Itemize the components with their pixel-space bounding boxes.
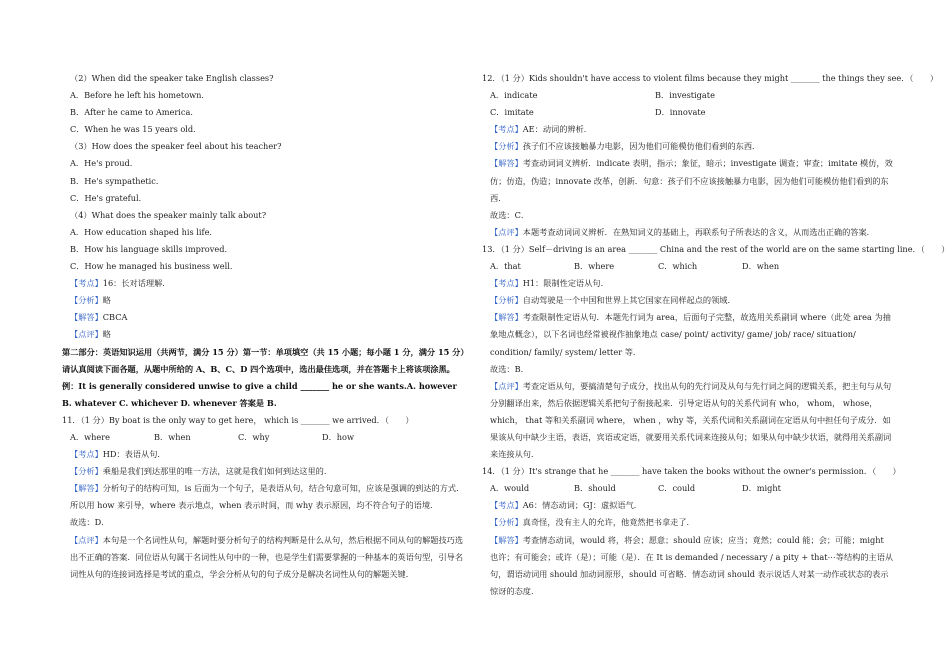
q14-option-d: D．might [742, 483, 781, 494]
q3-option-b: B．He's sympathetic． [70, 175, 165, 186]
analysis-tag: 【分析】 [490, 517, 523, 528]
left-column [62, 70, 467, 583]
q14-analysis [482, 514, 894, 531]
q12-option-b: B．investigate [655, 90, 715, 101]
q12-conclusion: 故选：C． [490, 209, 530, 220]
q11-option-b: B．when [154, 431, 191, 442]
question-11: 11．（1 分）By boat is the only way to get here， which is _______ we arrived．（ ） [62, 414, 414, 425]
knowledge-point-text: HD：表语从句． [102, 449, 166, 460]
q12-answer [482, 155, 894, 206]
q11-knowledge-point [62, 446, 467, 463]
q12-knowledge-point [482, 121, 894, 138]
analysis-text: 乘船是我们到达那里的唯一方法，这就是我们如何到达这里的． [102, 466, 333, 477]
q12-options-row2 [482, 104, 894, 121]
q11-options [62, 429, 467, 446]
q13-option-c: C．which [658, 261, 698, 272]
comment-text: 本句是一个名词性从句，解题时要分析句子的结构判断是什么从句，然后根据不同从句的解题技巧选出不正确的答案．同位语从句属于名词性从句中的一种，也是学生们需要掌握的一种基本的英语句型，引导名词性从句的连接词选择是考试的重点，学会分析从句的句子成分是解决名词性从句的解题关键． [70, 534, 464, 579]
answer-tag: 【解答】 [70, 312, 103, 323]
comment-text: 本题考查动词词义辨析．在熟知词义的基础上，再联系句子所表达的含义，从而选出正确的答案． [522, 226, 875, 237]
q14-options [482, 480, 894, 497]
q12-comment [482, 224, 894, 241]
q14-option-c: C．could [658, 483, 696, 494]
part2-instructions: 第二部分：英语知识运用（共两节，满分 15 分）第一节：单项填空（共 15 小题；每小题 1 分，满分 15 分）请认真阅读下面各题，从题中所给的 A、B、C、D 四个选项中，选出最佳选项，并在答题卡上将该项涂黑。例：It is generally considered unwise to give a child _______ he or she wants.A. however B. whatever C. whichever D. whenever 答案是 B. [62, 346, 465, 408]
question-2: （2）When did the speaker take English classes? [70, 73, 274, 83]
comment-tag: 【点评】 [490, 380, 523, 391]
q12-option-a: A．indicate [490, 90, 538, 101]
knowledge-point-tag: 【考点】 [490, 124, 523, 135]
q13-conclusion: 故选：B． [490, 363, 529, 374]
q2-option-b: B．After he came to America． [70, 107, 199, 118]
analysis-tag: 【分析】 [490, 295, 523, 306]
knowledge-point-tag: 【考点】 [490, 278, 523, 289]
q13-answer [482, 309, 894, 360]
analysis-text: 自动驾驶是一个中国和世界上其它国家在同样起点的领域． [522, 295, 736, 306]
q3-option-a: A．He's proud． [70, 158, 138, 169]
knowledge-point-text: H1：限制性定语从句． [522, 278, 609, 289]
q4-option-c: C．How he managed his business well． [70, 261, 239, 272]
q13-option-d: D．when [742, 261, 780, 272]
q11-option-a: A．where [70, 431, 110, 442]
q13-comment [482, 378, 894, 463]
question-3: （3）How does the speaker feel about his teacher? [70, 141, 282, 152]
q3-option-c: C．He's grateful． [70, 192, 147, 203]
q11-option-d: D．how [322, 431, 354, 442]
q14-knowledge-point [482, 497, 894, 514]
q13-options [482, 258, 894, 275]
q11-analysis [62, 463, 467, 480]
knowledge-point-tag: 【考点】 [70, 278, 103, 289]
analysis-text: 孩子们不应该接触暴力电影，因为他们可能模仿他们看到的东西． [522, 141, 761, 152]
analysis-tag: 【分析】 [70, 466, 103, 477]
comment-text: 略 [102, 329, 111, 340]
q1-comment [62, 326, 467, 343]
q13-knowledge-point [482, 275, 894, 292]
q13-option-b: B．where [574, 261, 615, 272]
comment-tag: 【点评】 [490, 226, 523, 237]
question-12: 12．（1 分）Kids shouldn't have access to violent films because they might _______ the things they see．（ ） [482, 73, 939, 83]
q14-option-b: B．should [574, 483, 616, 494]
question-4: （4）What does the speaker mainly talk about? [70, 209, 267, 220]
question-13: 13．（1 分）Self－driving is an area _______ China and the rest of the world are on the same starting line．（ ） [482, 243, 950, 254]
knowledge-point-text: AE：动词的辨析． [522, 124, 592, 135]
q11-conclusion: 故选：D． [70, 517, 110, 528]
q4-option-b: B．How his language skills improved． [70, 243, 233, 254]
q12-options-row1 [482, 87, 894, 104]
comment-tag: 【点评】 [70, 329, 103, 340]
q11-option-c: C．why [238, 431, 270, 442]
answer-text: CBCA [102, 312, 128, 323]
analysis-text: 真奇怪，没有主人的允许，他竟然把书拿走了． [522, 517, 695, 528]
q2-option-a: A．Before he left his hometown． [70, 90, 210, 101]
answer-text: 考查情态动词，would 将，将会；愿意；should 应该；应当；竟然；could 能；会；可能；might 也许；有可能会；或许（是）；可能（是）．在 It is demanded / necessary / a pity + that⋯等结构的主语从句，谓语动词用 should 加动词原形，should 可省略．情态动词 should 表示说话人对某一动作或状态的表示惊讶的态度． [490, 534, 894, 596]
q13-option-a: A．that [490, 261, 521, 272]
q14-option-a: A．would [490, 483, 530, 494]
q4-option-a: A．How education shaped his life． [70, 226, 218, 237]
analysis-tag: 【分析】 [70, 295, 103, 306]
q13-analysis [482, 292, 894, 309]
q11-answer [62, 480, 467, 514]
answer-tag: 【解答】 [490, 534, 523, 545]
question-14: 14．（1 分）It's strange that he _______ have taken the books without the owner's permission．（ ） [482, 466, 901, 477]
q1-analysis [62, 292, 467, 309]
answer-text: 考查限制性定语从句．本题先行词为 area，后面句子完整，故选用关系副词 where（此处 area 为抽象地点概念），以下名词也经常被视作抽象地点 case/ point/ activity/ game/ job/ race/ situation/ condition/ family/ system/ letter 等． [490, 312, 891, 357]
answer-text: 分析句子的结构可知，is 后面为一个句子，是表语从句，结合句意可知，应该是强调的到达的方式．所以用 how 来引导，where 表示地点，when 表示时间，而 why 表示原因，均不符合句子的语境． [70, 483, 465, 511]
knowledge-point-tag: 【考点】 [490, 500, 523, 511]
answer-tag: 【解答】 [490, 158, 523, 169]
comment-text: 考查定语从句，要搞清楚句子成分，找出从句的先行词及从句与先行词之间的逻辑关系，把主句与从句分别翻译出来，然后依据逻辑关系把句子衔接起来．引导定语从句的关系代词有 who， whom， whose， which， that 等和关系副词 where， when ，why 等，关系代词和关系副词在定语从句中担任句子成分．如果该从句中缺少主语，表语，宾语或定语，就要用关系代词来连接从句；如果从句中缺少状语，就得用关系副词来连接从句． [490, 380, 892, 460]
knowledge-point-text: A6：情态动词；GJ：虚拟语气． [522, 500, 642, 511]
q12-option-c: C．imitate [490, 107, 534, 118]
answer-text: 考查动词词义辨析．indicate 表明，指示；象征，暗示；investigate 调查；审查；imitate 模仿，效仿；仿造，伪造；innovate 改革，创新．句意：孩子们不应该接触暴力电影，因为他们可能模仿他们看到的东西． [490, 158, 893, 203]
analysis-text: 略 [102, 295, 111, 306]
q12-option-d: D．innovate [655, 107, 706, 118]
q12-analysis [482, 138, 894, 155]
q1-answer [62, 309, 467, 326]
q14-answer [482, 532, 894, 600]
answer-tag: 【解答】 [490, 312, 523, 323]
answer-tag: 【解答】 [70, 483, 103, 494]
q1-knowledge-point [62, 275, 467, 292]
right-column [482, 70, 950, 600]
q11-comment [62, 532, 467, 583]
knowledge-point-tag: 【考点】 [70, 449, 103, 460]
comment-tag: 【点评】 [70, 534, 103, 545]
q2-option-c: C．When he was 15 years old． [70, 124, 202, 135]
analysis-tag: 【分析】 [490, 141, 523, 152]
knowledge-point-text: 16：长对话理解． [102, 278, 171, 289]
